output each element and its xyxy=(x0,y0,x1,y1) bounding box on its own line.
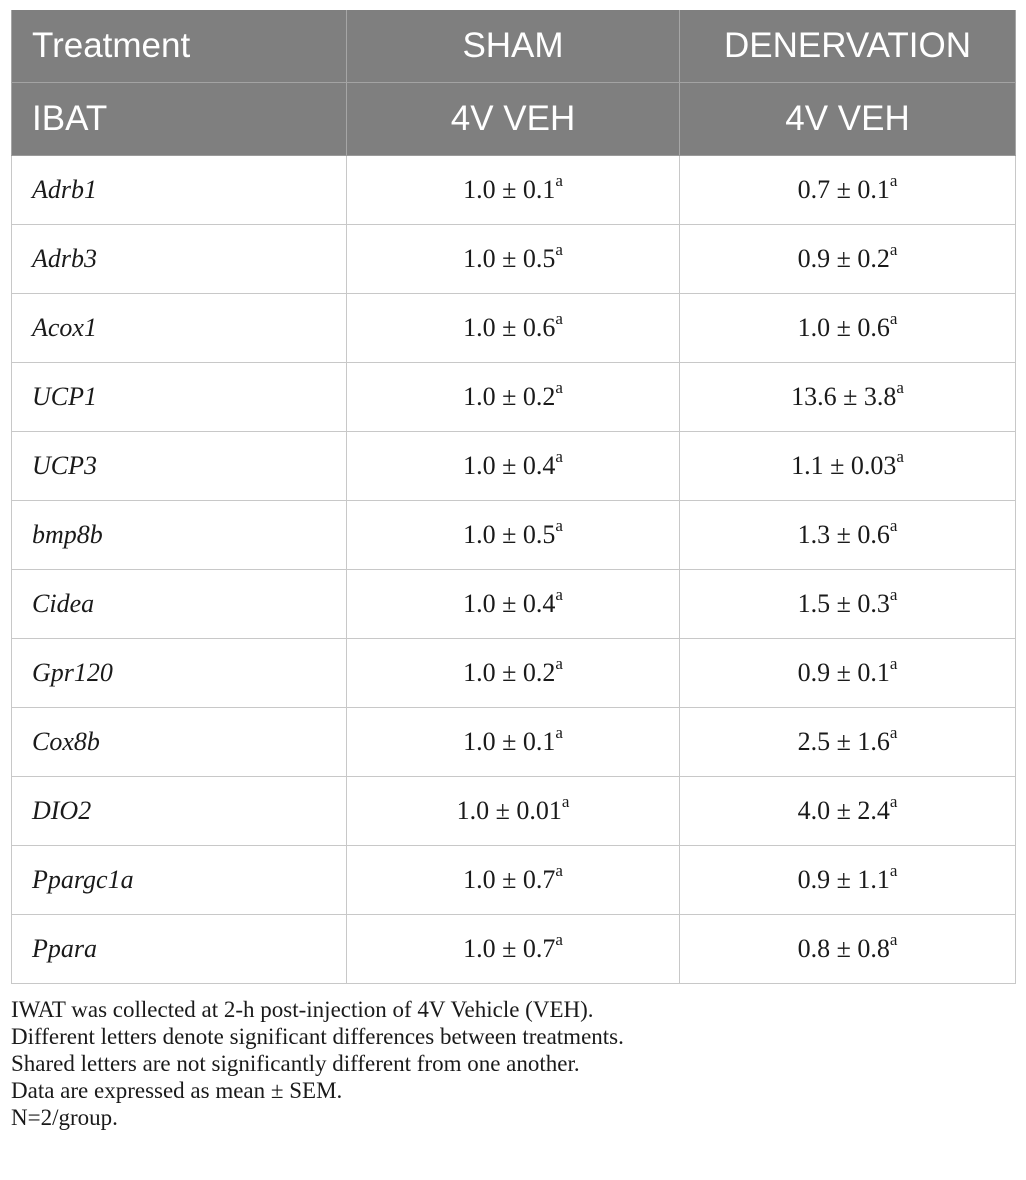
table-row xyxy=(12,501,1016,570)
sham-mean-sem: 1.0 ± 0.1 xyxy=(463,175,556,204)
table-row xyxy=(12,915,1016,984)
table-row xyxy=(12,156,1016,225)
denervation-mean-sem: 0.7 ± 0.1 xyxy=(797,175,890,204)
sham-significance-letter: a xyxy=(555,447,563,467)
denervation-value-cell xyxy=(680,777,1016,846)
sham-value-cell xyxy=(347,225,680,294)
gene-name-cell: DIO2 xyxy=(12,777,347,846)
denervation-mean-sem: 0.9 ± 1.1 xyxy=(797,865,890,894)
denervation-significance-letter: a xyxy=(889,792,898,812)
denervation-value-cell xyxy=(680,915,1016,984)
sham-significance-letter: a xyxy=(555,516,563,536)
gene-name-cell: Ppargc1a xyxy=(12,846,347,915)
table-row xyxy=(12,294,1016,363)
table-footnotes xyxy=(11,996,1015,1131)
sham-significance-letter: a xyxy=(561,792,570,812)
sham-significance-letter: a xyxy=(555,654,563,674)
sham-value-cell xyxy=(347,708,680,777)
sham-mean-sem: 1.0 ± 0.4 xyxy=(463,451,556,480)
denervation-mean-sem: 0.9 ± 0.2 xyxy=(797,244,890,273)
denervation-value-cell xyxy=(680,708,1016,777)
table-header xyxy=(12,10,1016,156)
sham-mean-sem: 1.0 ± 0.01 xyxy=(456,796,562,825)
table-row xyxy=(12,777,1016,846)
sham-significance-letter: a xyxy=(555,240,563,260)
table-row xyxy=(12,708,1016,777)
denervation-significance-letter: a xyxy=(889,585,898,605)
denervation-value-cell xyxy=(680,570,1016,639)
gene-expression-table xyxy=(11,10,1016,984)
sham-mean-sem: 1.0 ± 0.6 xyxy=(463,313,556,342)
table-body xyxy=(12,156,1016,984)
header-denervation: DENERVATION xyxy=(680,10,1016,83)
sham-value-cell xyxy=(347,915,680,984)
header-row-tissue xyxy=(12,83,1016,156)
sham-value-cell xyxy=(347,639,680,708)
sham-value-cell xyxy=(347,846,680,915)
sham-mean-sem: 1.0 ± 0.5 xyxy=(463,244,556,273)
header-sham: SHAM xyxy=(347,10,680,83)
sham-mean-sem: 1.0 ± 0.2 xyxy=(463,658,556,687)
denervation-mean-sem: 2.5 ± 1.6 xyxy=(797,727,890,756)
denervation-mean-sem: 1.0 ± 0.6 xyxy=(797,313,890,342)
denervation-significance-letter: a xyxy=(896,378,904,398)
table-row xyxy=(12,432,1016,501)
denervation-significance-letter: a xyxy=(889,930,898,950)
gene-name-cell: UCP3 xyxy=(12,432,347,501)
sham-value-cell xyxy=(347,363,680,432)
footnote-line: Shared letters are not significantly different from one another. xyxy=(11,1051,580,1076)
denervation-mean-sem: 1.5 ± 0.3 xyxy=(797,589,890,618)
sham-mean-sem: 1.0 ± 0.4 xyxy=(463,589,556,618)
header-row-treatment xyxy=(12,10,1016,83)
sham-value-cell xyxy=(347,432,680,501)
table-row xyxy=(12,225,1016,294)
sham-significance-letter: a xyxy=(555,309,563,329)
sham-significance-letter: a xyxy=(555,723,563,743)
table-row xyxy=(12,639,1016,708)
sham-significance-letter: a xyxy=(555,861,563,881)
denervation-significance-letter: a xyxy=(889,309,898,329)
header-treatment: Treatment xyxy=(12,10,347,83)
sham-value-cell xyxy=(347,570,680,639)
sham-mean-sem: 1.0 ± 0.2 xyxy=(463,382,556,411)
footnote-line: N=2/group. xyxy=(11,1105,118,1130)
gene-name-cell: Adrb3 xyxy=(12,225,347,294)
footnote-line: IWAT was collected at 2-h post-injection of 4V Vehicle (VEH). xyxy=(11,997,594,1022)
table-row xyxy=(12,846,1016,915)
denervation-mean-sem: 1.3 ± 0.6 xyxy=(797,520,890,549)
denervation-value-cell xyxy=(680,846,1016,915)
denervation-significance-letter: a xyxy=(889,516,898,536)
denervation-value-cell xyxy=(680,432,1016,501)
footnote-line: Different letters denote significant differences between treatments. xyxy=(11,1024,624,1049)
gene-name-cell: Acox1 xyxy=(12,294,347,363)
denervation-significance-letter: a xyxy=(889,240,898,260)
header-denervation-group: 4V VEH xyxy=(680,83,1016,156)
denervation-mean-sem: 0.8 ± 0.8 xyxy=(797,934,890,963)
sham-mean-sem: 1.0 ± 0.7 xyxy=(463,934,556,963)
footnote-line: Data are expressed as mean ± SEM. xyxy=(11,1078,343,1103)
denervation-value-cell xyxy=(680,363,1016,432)
denervation-significance-letter: a xyxy=(889,171,898,191)
sham-value-cell xyxy=(347,777,680,846)
denervation-significance-letter: a xyxy=(889,861,898,881)
gene-name-cell: Cox8b xyxy=(12,708,347,777)
denervation-value-cell xyxy=(680,501,1016,570)
header-ibat: IBAT xyxy=(12,83,347,156)
denervation-value-cell xyxy=(680,156,1016,225)
denervation-mean-sem: 1.1 ± 0.03 xyxy=(791,451,897,480)
denervation-value-cell xyxy=(680,294,1016,363)
gene-name-cell: bmp8b xyxy=(12,501,347,570)
table-row xyxy=(12,570,1016,639)
gene-name-cell: Gpr120 xyxy=(12,639,347,708)
denervation-value-cell xyxy=(680,225,1016,294)
sham-significance-letter: a xyxy=(555,585,563,605)
sham-value-cell xyxy=(347,156,680,225)
gene-name-cell: UCP1 xyxy=(12,363,347,432)
denervation-significance-letter: a xyxy=(896,447,904,467)
denervation-significance-letter: a xyxy=(889,654,898,674)
denervation-mean-sem: 0.9 ± 0.1 xyxy=(797,658,890,687)
denervation-significance-letter: a xyxy=(889,723,898,743)
sham-significance-letter: a xyxy=(555,171,563,191)
sham-value-cell xyxy=(347,294,680,363)
sham-value-cell xyxy=(347,501,680,570)
sham-significance-letter: a xyxy=(555,930,563,950)
sham-mean-sem: 1.0 ± 0.1 xyxy=(463,727,556,756)
denervation-mean-sem: 4.0 ± 2.4 xyxy=(797,796,890,825)
table-row xyxy=(12,363,1016,432)
gene-name-cell: Adrb1 xyxy=(12,156,347,225)
denervation-mean-sem: 13.6 ± 3.8 xyxy=(791,382,897,411)
sham-mean-sem: 1.0 ± 0.7 xyxy=(463,865,556,894)
sham-significance-letter: a xyxy=(555,378,563,398)
header-sham-group: 4V VEH xyxy=(347,83,680,156)
gene-name-cell: Ppara xyxy=(12,915,347,984)
gene-name-cell: Cidea xyxy=(12,570,347,639)
data-table-container xyxy=(11,10,1015,984)
sham-mean-sem: 1.0 ± 0.5 xyxy=(463,520,556,549)
denervation-value-cell xyxy=(680,639,1016,708)
